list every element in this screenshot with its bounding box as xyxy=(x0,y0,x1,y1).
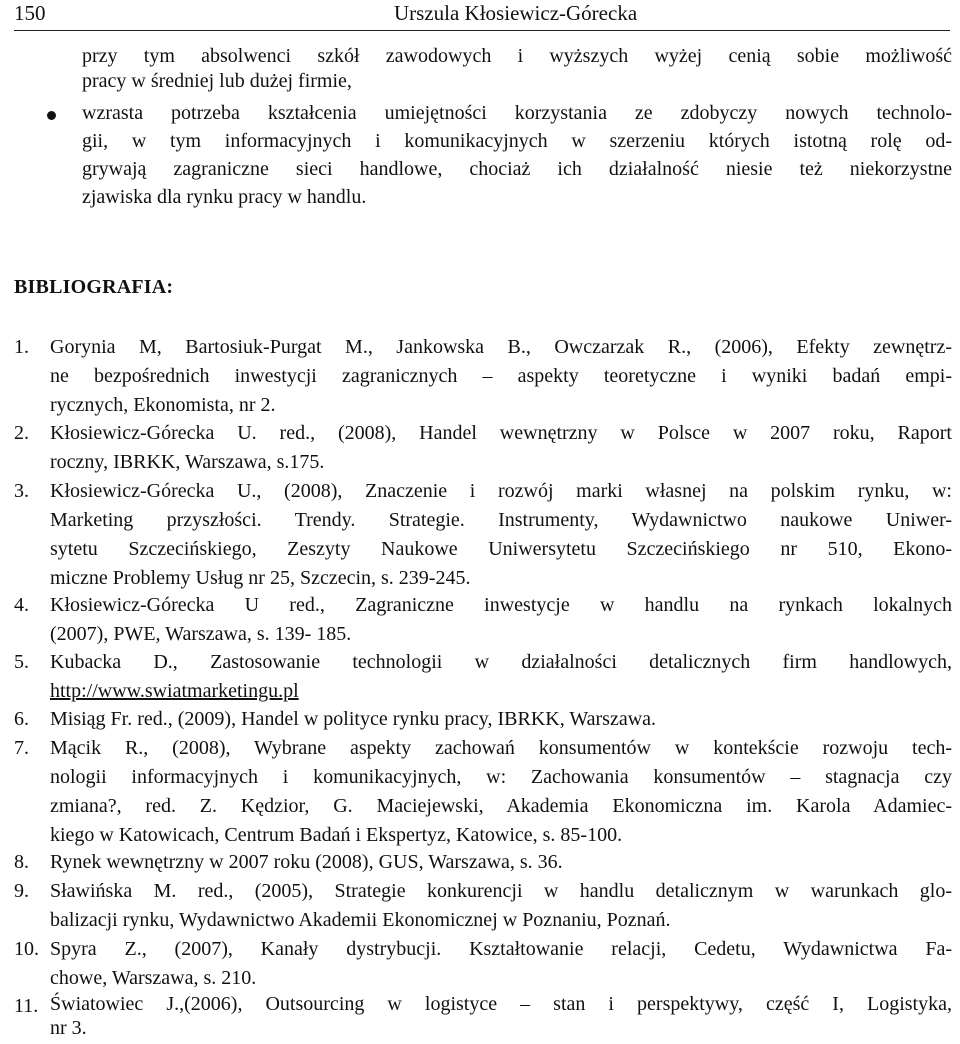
entry-text xyxy=(50,705,952,734)
text-line: rycznych, Ekonomista, nr 2. xyxy=(50,394,276,416)
text-line: Kłosiewicz-Górecka U red., Zagraniczne inwestycje w handlu na rynkach lokalnych xyxy=(50,594,952,616)
entry-text xyxy=(50,333,952,420)
text-line: zjawiska dla rynku pracy w handlu. xyxy=(82,186,367,208)
entry-text xyxy=(50,591,952,649)
entry-text xyxy=(50,648,952,706)
entry-number: 9. xyxy=(14,880,29,902)
entry-text xyxy=(50,848,952,877)
text-line: Spyra Z., (2007), Kanały dystrybucji. Kształtowanie relacji, Cedetu, Wydawnictwa Fa- xyxy=(50,938,952,960)
entry-text xyxy=(50,992,952,1040)
entry-number: 7. xyxy=(14,737,29,759)
text-line: przy tym absolwenci szkół zawodowych i wyższych wyżej cenią sobie możliwość xyxy=(82,45,952,67)
reference-link[interactable]: http://www.swiatmarketingu.pl xyxy=(50,680,299,702)
text-line: nr 3. xyxy=(50,1017,87,1039)
text-line: gii, w tym informacyjnych i komunikacyjnych w szerzeniu których istotną rolę od- xyxy=(82,130,952,152)
entry-text xyxy=(50,734,952,850)
entry-number: 5. xyxy=(14,651,29,673)
text-line: kiego w Katowicach, Centrum Badań i Ekspertyz, Katowice, s. 85-100. xyxy=(50,824,623,846)
text-line: Sławińska M. red., (2005), Strategie konkurencji w handlu detalicznym w warunkach glo- xyxy=(50,880,952,902)
text-line: Misiąg Fr. red., (2009), Handel w polityce rynku pracy, IBRKK, Warszawa. xyxy=(50,708,657,730)
entry-number: 6. xyxy=(14,708,29,730)
text-line: roczny, IBRKK, Warszawa, s.175. xyxy=(50,451,325,473)
text-line: sytetu Szczecińskiego, Zeszyty Naukowe Uniwersytetu Szczecińskiego nr 510, Ekono- xyxy=(50,538,952,560)
entry-number: 10. xyxy=(14,938,39,960)
entry-text xyxy=(50,477,952,593)
entry-number: 11. xyxy=(14,995,39,1017)
text-line: balizacji rynku, Wydawnictwo Akademii Ekonomicznej w Poznaniu, Poznań. xyxy=(50,909,671,931)
text-line: nologii informacyjnych i komunikacyjnych, w: Zachowania konsumentów – stagnacja czy xyxy=(50,766,952,788)
text-line: wzrasta potrzeba kształcenia umiejętności korzystania ze zdobyczy nowych technolo- xyxy=(82,102,952,124)
bibliography-heading: BIBLIOGRAFIA: xyxy=(14,276,174,298)
bullet-paragraph xyxy=(82,99,952,211)
entry-text xyxy=(50,419,952,477)
bullet-marker xyxy=(47,111,56,120)
running-title: Urszula Kłosiewicz-Górecka xyxy=(394,1,638,25)
text-line: chowe, Warszawa, s. 210. xyxy=(50,967,257,989)
entry-text xyxy=(50,877,952,935)
entry-text xyxy=(50,935,952,993)
text-line: Kłosiewicz-Górecka U. red., (2008), Handel wewnętrzny w Polsce w 2007 roku, Raport xyxy=(50,422,952,444)
page-header xyxy=(14,0,950,31)
text-line: Rynek wewnętrzny w 2007 roku (2008), GUS, Warszawa, s. 36. xyxy=(50,851,563,873)
text-line: (2007), PWE, Warszawa, s. 139- 185. xyxy=(50,623,352,645)
continuation-paragraph xyxy=(82,44,952,94)
entry-number: 1. xyxy=(14,336,29,358)
text-line: Mącik R., (2008), Wybrane aspekty zachowań konsumentów w kontekście rozwoju tech- xyxy=(50,737,952,759)
text-line: grywają zagraniczne sieci handlowe, chociaż ich działalność niesie też niekorzystne xyxy=(82,158,952,180)
text-line: Kłosiewicz-Górecka U., (2008), Znaczenie i rozwój marki własnej na polskim rynku, w: xyxy=(50,480,952,502)
text-line: miczne Problemy Usług nr 25, Szczecin, s. 239-245. xyxy=(50,567,471,589)
text-line: ne bezpośrednich inwestycji zagranicznych – aspekty teoretyczne i wyniki badań empi- xyxy=(50,365,952,387)
text-line: zmiana?, red. Z. Kędzior, G. Maciejewski, Akademia Ekonomiczna im. Karola Adamiec- xyxy=(50,795,952,817)
entry-number: 4. xyxy=(14,594,29,616)
text-line: pracy w średniej lub dużej firmie, xyxy=(82,70,352,92)
page-number: 150 xyxy=(14,1,46,25)
text-line: Marketing przyszłości. Trendy. Strategie. Instrumenty, Wydawnictwo naukowe Uniwer- xyxy=(50,509,952,531)
entry-number: 8. xyxy=(14,851,29,873)
entry-number: 3. xyxy=(14,480,29,502)
text-line: Kubacka D., Zastosowanie technologii w działalności detalicznych firm handlowych, xyxy=(50,651,952,673)
text-line: Gorynia M, Bartosiuk-Purgat M., Jankowska B., Owczarzak R., (2006), Efekty zewnętrz- xyxy=(50,336,952,358)
entry-number: 2. xyxy=(14,422,29,444)
text-line: Światowiec J.,(2006), Outsourcing w logistyce – stan i perspektywy, część I, Logistyka, xyxy=(50,993,952,1015)
